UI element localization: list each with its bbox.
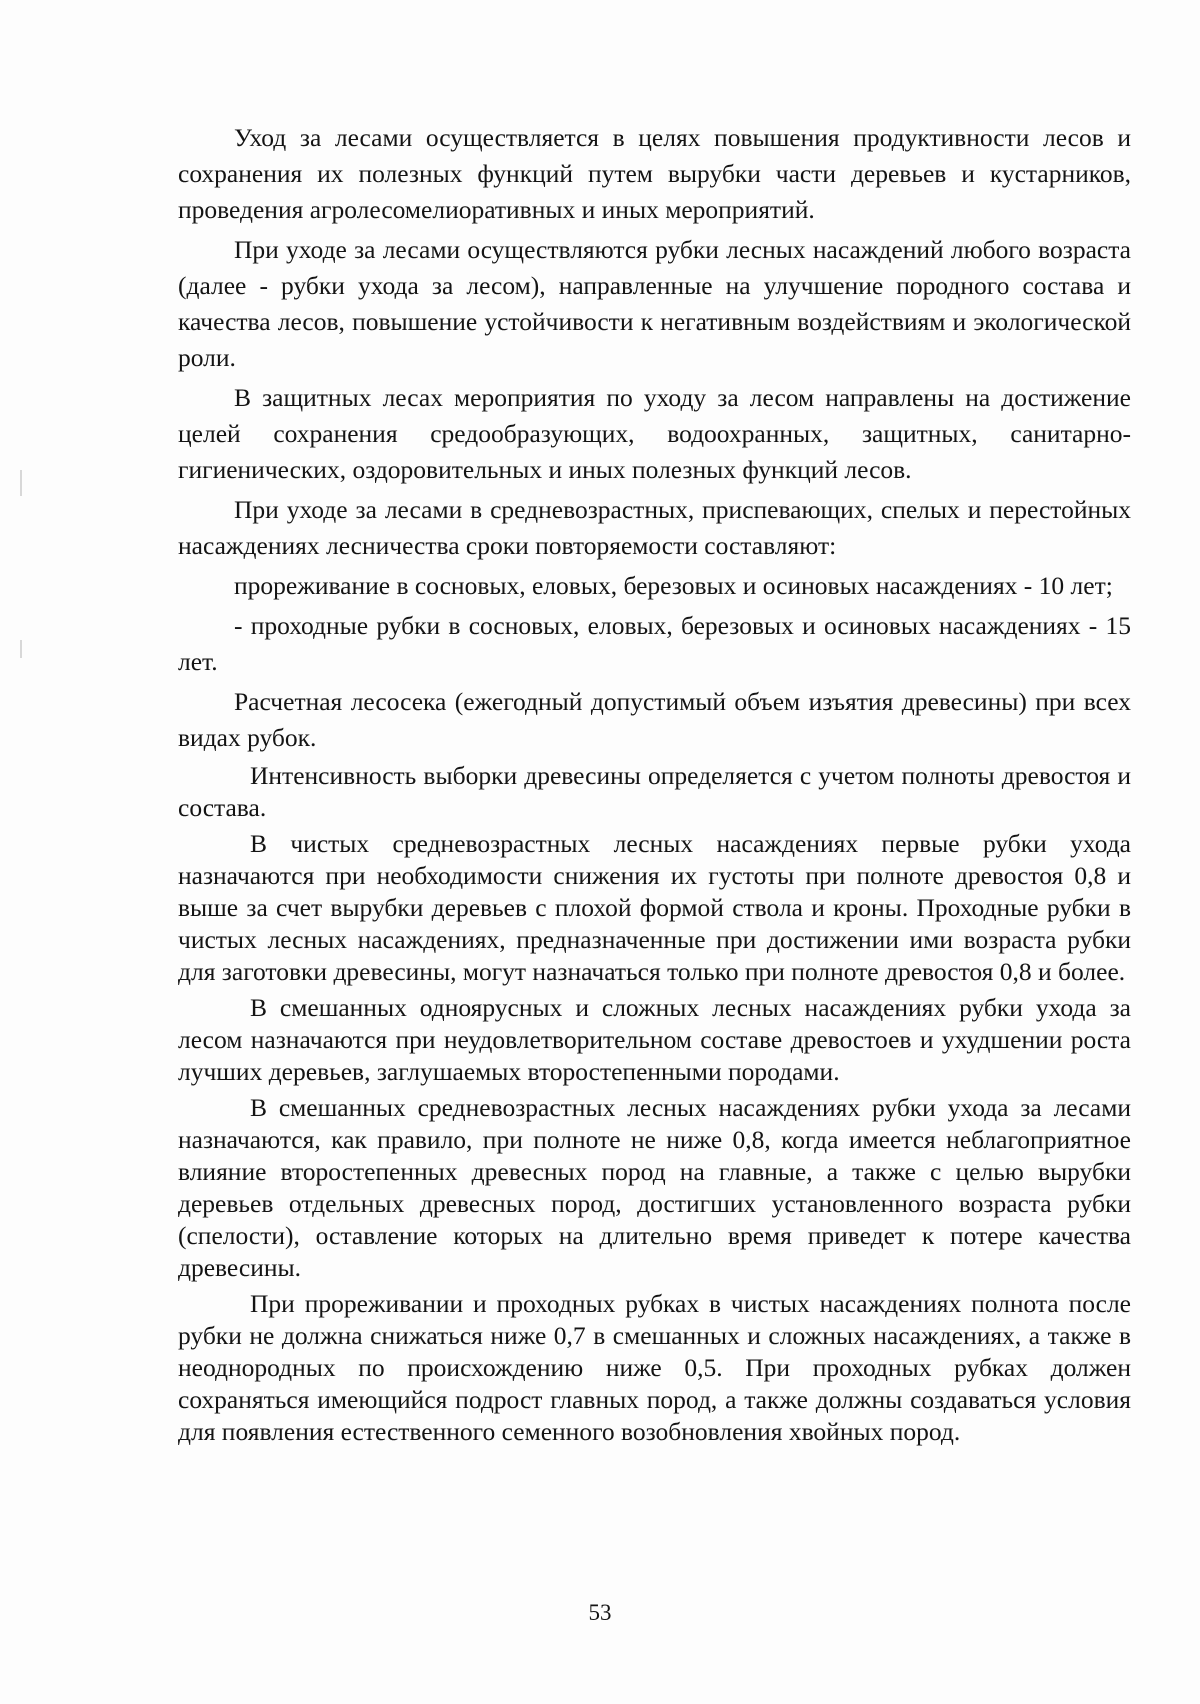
paragraph: В чистых средневозрастных лесных насаждениях первые рубки ухода назначаются при необходимости снижения их густоты при полноте древостоя 0,8 и выше за счет вырубки деревьев с плохой формой ствола и кроны. Проходные рубки в чистых лесных насаждениях, предназначенные при достижении ими возраста рубки для заготовки древесины, могут назначаться только при полноте древостоя 0,8 и более. [178, 829, 1131, 986]
paragraph: При прореживании и проходных рубках в чистых насаждениях полнота после рубки не должна снижаться ниже 0,7 в смешанных и сложных насаждениях, а также в неоднородных по происхождению ниже 0,5. При проходных рубках должен сохраняться имеющийся подрост главных пород, а также должны создаваться условия для появления естественного семенного возобновления хвойных пород. [178, 1289, 1131, 1446]
page-number: 53 [588, 1600, 612, 1625]
paragraph: В защитных лесах мероприятия по уходу за лесом направлены на достижение целей сохранения средообразующих, водоохранных, защитных, санитарно-гигиенических, оздоровительных и иных полезных функций лесов. [178, 383, 1131, 484]
scan-artifact [20, 470, 22, 496]
scan-artifact [20, 640, 22, 658]
paragraph: При уходе за лесами осуществляются рубки лесных насаждений любого возраста (далее - рубки ухода за лесом), направленные на улучшение породного состава и качества лесов, повышение устойчивости к негативным воздействиям и экологической роли. [178, 235, 1131, 372]
paragraph: Уход за лесами осуществляется в целях повышения продуктивности лесов и сохранения их полезных функций путем вырубки части деревьев и кустарников, проведения агролесомелиоративных и иных мероприятий. [178, 123, 1131, 224]
paragraph: Интенсивность выборки древесины определяется с учетом полноты древостоя и состава. [178, 761, 1131, 822]
paragraph: - проходные рубки в сосновых, еловых, березовых и осиновых насаждениях - 15 лет. [178, 611, 1131, 676]
paragraph: Расчетная лесосека (ежегодный допустимый объем изъятия древесины) при всех видах рубок. [178, 687, 1131, 752]
paragraph: прореживание в сосновых, еловых, березовых и осиновых насаждениях - 10 лет; [234, 571, 1113, 600]
paragraph: При уходе за лесами в средневозрастных, приспевающих, спелых и перестойных насаждениях лесничества сроки повторяемости составляют: [178, 495, 1131, 560]
document-body [178, 120, 1131, 1452]
paragraph: В смешанных средневозрастных лесных насаждениях рубки ухода за лесами назначаются, как правило, при полноте не ниже 0,8, когда имеется неблагоприятное влияние второстепенных древесных пород на главные, а также с целью вырубки деревьев отдельных древесных пород, достигших установленного возраста рубки (спелости), оставление которых на длительно время приведет к потере качества древесины. [178, 1093, 1131, 1282]
paragraph: В смешанных одноярусных и сложных лесных насаждениях рубки ухода за лесом назначаются при неудовлетворительном составе древостоев и ухудшении роста лучших деревьев, заглушаемых второстепенными породами. [178, 993, 1131, 1086]
